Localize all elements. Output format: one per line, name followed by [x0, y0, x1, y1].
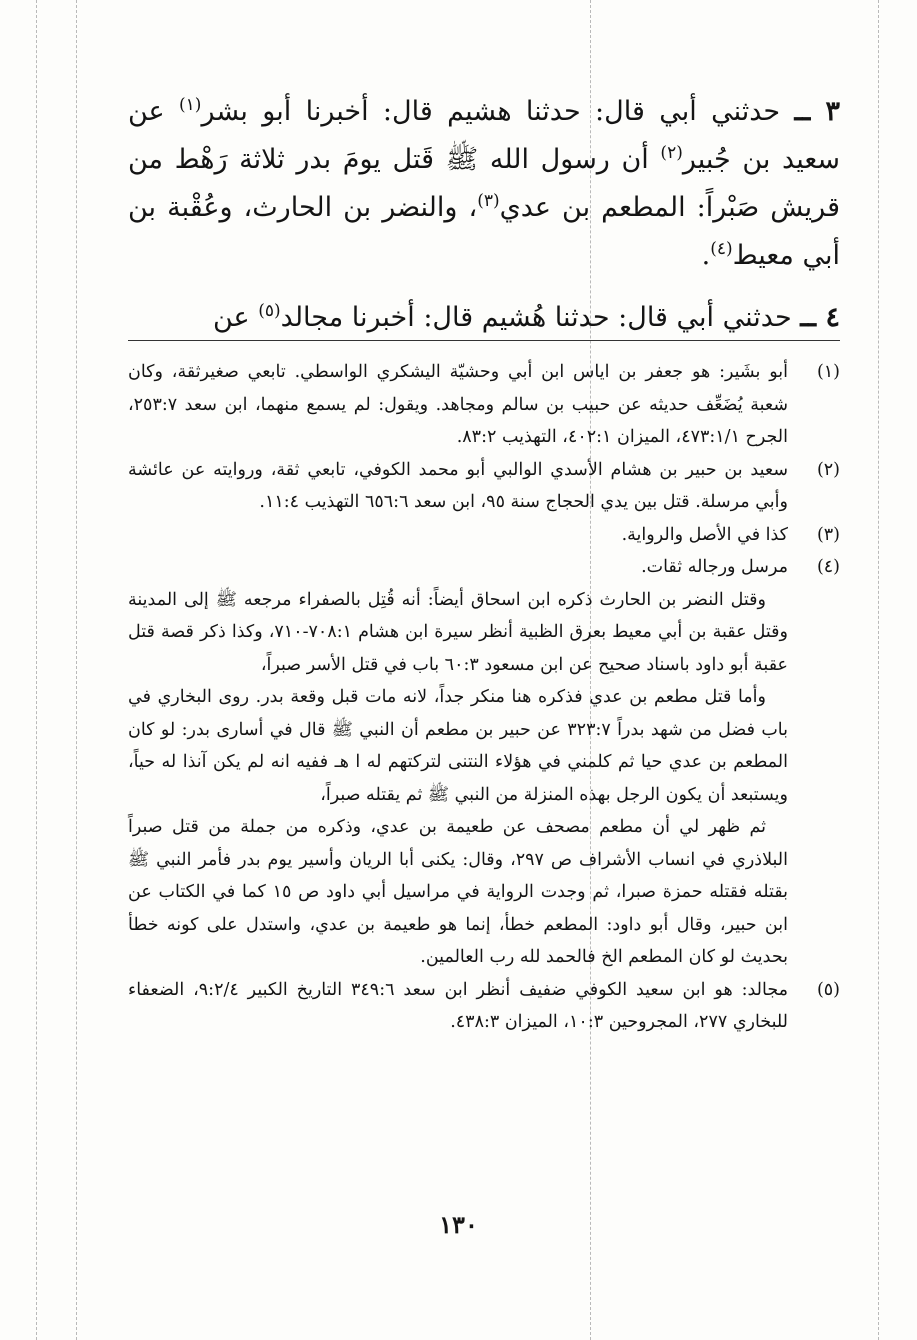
footnote-4	[128, 551, 840, 584]
footnote-3-text: كذا في الأصل والرواية.	[621, 524, 788, 545]
footnote-3-mark: (٣)	[816, 524, 840, 545]
footnote-4-paragraph-1-text: وقتل النضر بن الحارث ذكره ابن اسحاق أيضاً: أنه قُتِل بالصفراء مرجعه ﷺ إلى المدينة وقتل عقبة بن أبي معيط بعرق الظبية أنظر سيرة ابن هشام ٧٠٨:١-٧١٠، وكذا ذكر قصة قتل عقبة أبو داود باسناد صحيح عن ابن مسعود ٦٠:٣ باب في قتل الأسر صبراً،	[128, 589, 788, 675]
footnote-4-text: مرسل ورجاله ثقات.	[641, 557, 788, 577]
footnote-1-text: أبو بشَير: هو جعفر بن اياس ابن أبي وحشيّة اليشكري الواسطي. تابعي صغيرثقة، وكان شعبة يُضَعِّف حديثه عن حبيب بن سالم ومجاهد. ويقول: لم يسمع منهما، ابن سعد ٢٥٣:٧، الجرح ٤٧٣:١/١، الميزان ٤٠٢:١، التهذيب ٨٣:٢.	[128, 362, 788, 447]
footnote-1-mark: (١)	[816, 362, 840, 382]
left-inner-guide	[76, 0, 77, 1340]
hadith-3-text-b: عن سعيد بن جُبير	[128, 96, 840, 175]
footnote-4-paragraph-3	[128, 811, 840, 974]
footnote-5-text: مجالد: هو ابن سعيد الكوفي ضفيف أنظر ابن سعد ٣٤٩:٦ التاريخ الكبير ٩:٢/٤، الضعفاء للبخاري ٢٧٧، المجروحين ١٠:٣، الميزان ٤٣٨:٣.	[128, 979, 788, 1032]
hadith-3-text-e: .	[701, 240, 711, 271]
hadith-4	[128, 294, 840, 342]
footnote-1	[128, 356, 840, 454]
hadith-4-number: ٤ ــ	[800, 302, 840, 333]
footnote-ref-2: (٢)	[660, 143, 683, 163]
footnote-4-paragraph-2	[128, 681, 840, 811]
hadith-3-number: ٣ ــ	[794, 96, 840, 127]
left-margin-guide	[36, 0, 37, 1340]
footnote-ref-5: (٥)	[258, 301, 281, 321]
hadith-4-text-b: عن	[212, 302, 259, 333]
hadith-4-text-a: حدثني أبي قال: حدثنا هُشيم قال: أخبرنا مجالد	[280, 302, 801, 333]
footnote-3	[128, 519, 840, 552]
hadith-3-text-d: ، والنضر بن الحارث، وعُقْبة بن أبي معيط	[128, 192, 840, 271]
footnote-4-paragraph-3-text: ثم ظهر لي أن مطعم مصحف عن طعيمة بن عدي، وذكره من جملة من قتل صبراً البلاذري في انساب الأشراف ص ٢٩٧، وقال: يكنى أبا الريان وأسير يوم بدر فأمر النبي ﷺ بقتله فقتله حمزة صبرا، ثم وجدت الرواية في مراسيل أبي داود ص ١٥ كما في الكتاب عن ابن حبير، وقال أبو داود: المطعم خطأ، إنما هو طعيمة بن عدي، واستدل على كونه خطأ بحديث لو كان المطعم الخ فالحمد لله رب العالمين.	[128, 817, 788, 967]
footnote-4-mark: (٤)	[816, 557, 840, 577]
footnote-ref-1: (١)	[179, 95, 202, 115]
right-margin-guide	[878, 0, 879, 1340]
footnote-separator	[128, 340, 840, 341]
page-number: ١٣٠	[439, 1210, 478, 1239]
footnote-2	[128, 454, 840, 519]
footnote-2-mark: (٢)	[816, 459, 840, 480]
main-text	[128, 88, 840, 356]
hadith-3-text-a: حدثني أبي قال: حدثنا هشيم قال: أخبرنا أبو بشر	[201, 96, 795, 127]
footnote-4-paragraph-1	[128, 584, 840, 682]
footnotes	[128, 356, 840, 1039]
footnote-ref-3: (٣)	[477, 191, 500, 211]
footnote-5	[128, 974, 840, 1039]
hadith-3-text-c: أن رسول الله ﷺ قَتل يومَ بدر ثلاثة رَهْط من قريش صَبْراً: المطعم بن عدي	[128, 144, 840, 223]
hadith-3	[128, 88, 840, 280]
footnote-4-paragraph-2-text: وأما قتل مطعم بن عدي فذكره هنا منكر جداً، لانه مات قبل وقعة بدر. روى البخاري في باب فضل من شهد بدراً ٣٢٣:٧ عن حبير بن مطعم أن النبي ﷺ قال في أسارى بدر: لو كان المطعم بن عدي حيا ثم كلمني في هؤلاء النتنى لتركتهم له ا هـ ففيه انه لم يكن آنذا له حياً، ويستبعد أن يكون الرجل بهذه المنزلة من النبي ﷺ ثم يقتله صبراً،	[128, 687, 789, 805]
footnote-5-mark: (٥)	[816, 979, 840, 1000]
footnote-2-text: سعيد بن حبير بن هشام الأسدي الوالبي أبو محمد الكوفي، تابعي ثقة، وروايته عن عائشة وأبي مرسلة. قتل بين يدي الحجاج سنة ٩٥، ابن سعد ٦٥٦:٦ التهذيب ١١:٤.	[128, 459, 788, 512]
footnote-ref-4: (٤)	[710, 239, 733, 259]
